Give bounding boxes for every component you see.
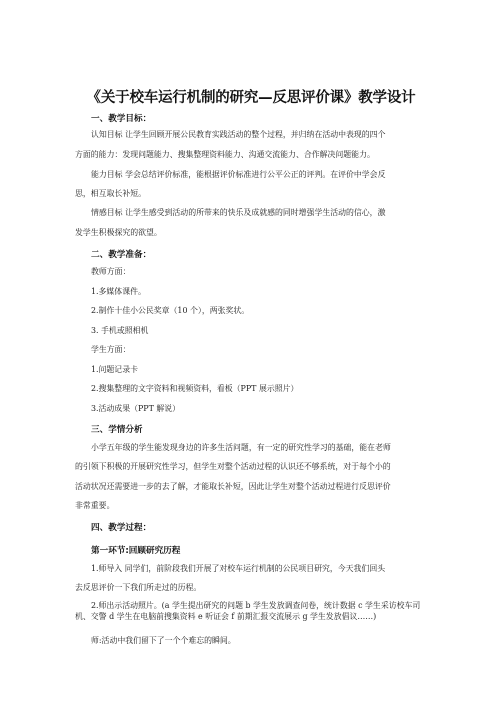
section-heading-analysis: 三、学情分析: [91, 425, 143, 435]
paragraph-line: 去反思评价一下我们所走过的历程。: [75, 583, 202, 592]
section-heading-prep: 二、教学准备：: [91, 250, 152, 260]
list-item: 1.问题记录卡: [91, 365, 138, 374]
list-item: 3. 手机或照相机: [91, 326, 149, 335]
paragraph-line: 方面的能力：发现问题能力、搜集整理资料能力、沟通交流能力、合作解决问题能力。: [75, 150, 375, 159]
paragraph-line: 的引领下积极的开展研究性学习，但学生对整个活动过程的认识还不够系统，对于每个小的: [75, 462, 391, 471]
paragraph-line: 师:活动中我们留下了一个个难忘的瞬间。: [91, 636, 236, 645]
paragraph-line: 小学五年级的学生能发现身边的许多生活问题，有一定的研究性学习的基础，能在老师: [91, 443, 391, 452]
section-heading-goals: 一、教学目标：: [91, 114, 152, 124]
paragraph-line: 非常重要。: [75, 501, 115, 510]
paragraph-line: 认知目标 让学生回顾开展公民教育实践活动的整个过程，并归纳在活动中表现的四个: [91, 130, 386, 139]
paragraph-line: 能力目标 学会总结评价标准，能根据评价标准进行公平公正的评判。在评价中学会反: [91, 170, 386, 179]
paragraph-line: 情感目标 让学生感受到活动的所带来的快乐及成就感的同时增强学生活动的信心，激: [91, 208, 386, 217]
paragraph-line: 发学生积极探究的欲望。: [75, 228, 162, 237]
list-item: 2.制作十佳小公民奖章（10 个），两张奖状。: [91, 306, 250, 315]
paragraph-line: 思，相互取长补短。: [75, 189, 147, 198]
document-title: 《关于校车运行机制的研究—反思评价课》教学设计: [86, 90, 416, 106]
student-label: 学生方面：: [91, 345, 131, 354]
list-item: 1.多媒体课件。: [91, 287, 146, 296]
list-item: 3.活动成果（PPT 解说）: [91, 404, 181, 413]
list-item: 2.搜集整理的文字资料和视频资料，看板（PPT 展示照片）: [91, 384, 299, 393]
paragraph-line: 1.师导入 同学们，前阶段我们开展了对校车运行机制的公民项目研究，今天我们回头: [91, 564, 386, 573]
subsection-heading: 第一环节:回顾研究历程: [91, 546, 181, 556]
teacher-label: 教师方面：: [91, 267, 131, 276]
section-heading-process: 四、教学过程：: [91, 523, 152, 533]
paragraph: 2.师出示活动照片。(a 学生提出研究的问题 b 学生发放调查问卷，统计数据 c 学生采访校车司机、交警 d 学生在电脑前搜集资料 e 听证会 f 前期汇报交流展示 g 学生发放倡议……): [75, 601, 421, 621]
paragraph-line: 活动状况还需要进一步的去了解，才能取长补短，因此让学生对整个活动过程进行反思评价: [75, 482, 391, 491]
